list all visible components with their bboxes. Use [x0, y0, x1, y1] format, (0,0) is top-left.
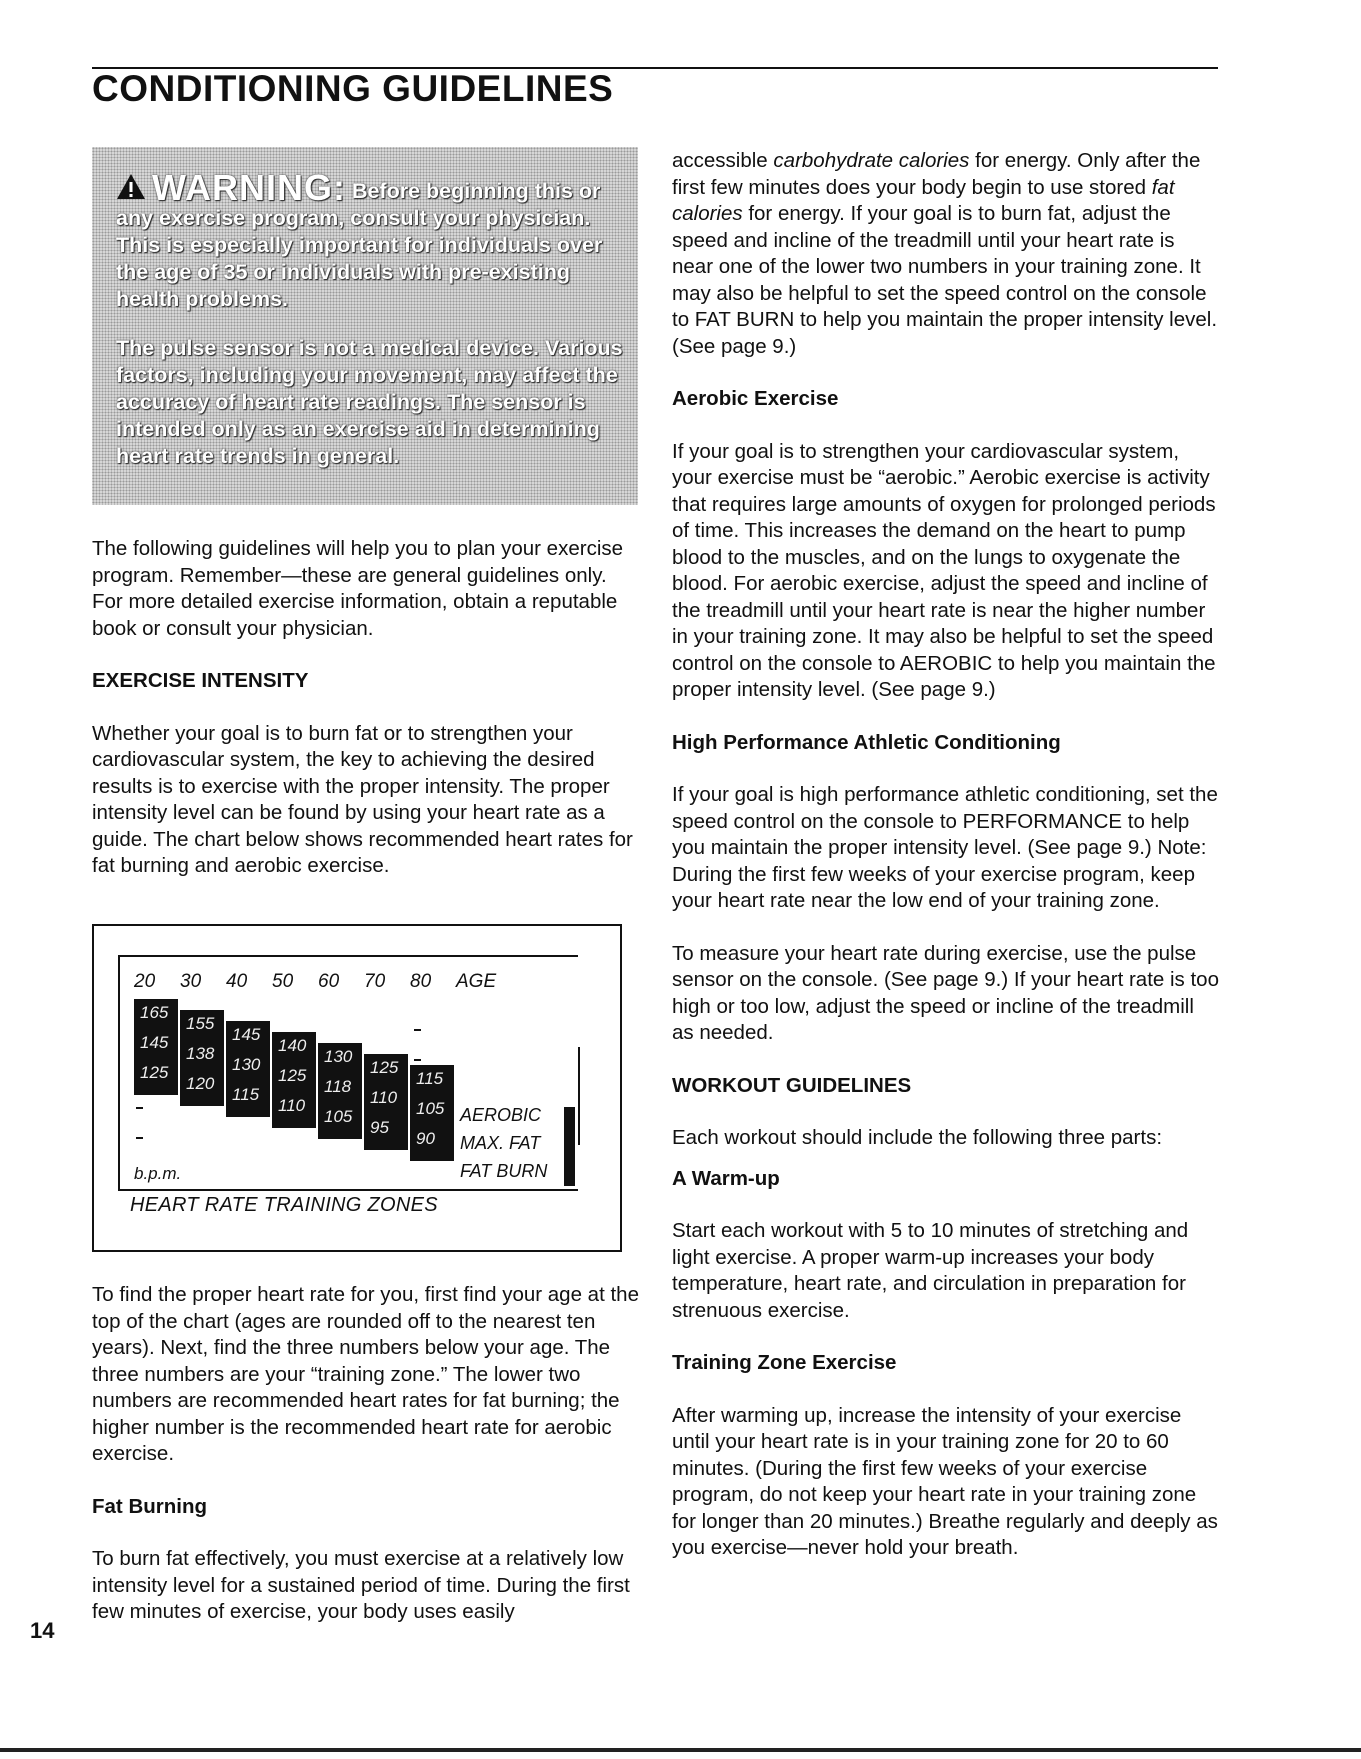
- warning-sensor-note: The pulse sensor is not a medical device. Various factors, including your movement, may affect the accuracy of heart rate readings. The sensor is intended only as an exercise aid in determining heart rate trends in general.: [116, 336, 623, 468]
- intro-paragraph: The following guidelines will help you to plan your exercise program. Remember—these are general guidelines only. For more detailed exercise information, obtain a reputable book or consult your physician.: [92, 537, 624, 640]
- dash-right-0: [414, 1029, 421, 1031]
- zone-value-80-2: 90: [416, 1129, 435, 1148]
- zone-value-20-2: 125: [140, 1063, 169, 1082]
- zone-label-1: MAX. FAT: [460, 1133, 541, 1153]
- zone-value-40-1: 130: [232, 1055, 261, 1074]
- left-column-bottom: [92, 1282, 640, 1626]
- dash-right-1: [414, 1059, 421, 1061]
- zone-value-70-0: 125: [370, 1058, 399, 1077]
- training-zone-heading: Training Zone Exercise: [672, 1351, 897, 1374]
- fat-burning-paragraph: To burn fat effectively, you must exercise at a relatively low intensity level for a sustained period of time. During the first few minutes of exercise, your body uses easily: [92, 1547, 630, 1623]
- zone-value-80-0: 115: [416, 1069, 444, 1088]
- zone-value-50-1: 125: [278, 1066, 307, 1085]
- zone-value-70-1: 110: [370, 1088, 398, 1107]
- age-label-80: 80: [410, 971, 432, 992]
- cont-text-c: for energy. If your goal is to burn fat, adjust the speed and incline of the treadmill until your heart rate is near one of the lower two numbers in your training zone. It may also be helpful to set the speed control on the console to FAT BURN to help you maintain the proper intensity level. (See page 9.): [672, 202, 1218, 358]
- chart-title: HEART RATE TRAINING ZONES: [130, 1194, 438, 1216]
- find-zone-paragraph: To find the proper heart rate for you, first find your age at the top of the chart (ages are rounded off to the nearest ten years). Next, find the three numbers below your age. The three numbers are your “training zone.” The lower two numbers are recommended heart rates for fat burning; the higher number is the recommended heart rate for aerobic exercise.: [92, 1283, 639, 1465]
- dash-right-2: [414, 1089, 421, 1091]
- fat-calories-term: fat calories: [672, 175, 1175, 225]
- page-number: 14: [30, 1618, 55, 1643]
- chart-table: [118, 955, 578, 1191]
- aerobic-paragraph: If your goal is to strengthen your cardiovascular system, your exercise must be “aerobic.” Aerobic exercise is activity that requires large amounts of oxygen for prolonged periods of time. This increases the demand on the heart to pump blood to the muscles, and on the lungs to oxygenate the blood. For aerobic exercise, adjust the speed and incline of the treadmill until your heart rate is near the higher number in your training zone. It may also be helpful to set the speed control on the console to AEROBIC to help you maintain the proper intensity level. (See page 9.): [672, 439, 1216, 701]
- zone-value-70-2: 95: [370, 1118, 389, 1137]
- age-label-50: 50: [272, 971, 294, 992]
- zone-value-20-1: 145: [140, 1033, 169, 1052]
- measure-heart-rate-paragraph: To measure your heart rate during exercise, use the pulse sensor on the console. (See page 9.) If your heart rate is too high or too low, adjust the speed or incline of the treadmill as needed.: [672, 941, 1219, 1044]
- bpm-unit-label: b.p.m.: [134, 1164, 182, 1183]
- zone-value-30-1: 138: [186, 1044, 215, 1063]
- warning-intro-block: [116, 167, 626, 313]
- warm-up-heading: A Warm-up: [672, 1166, 780, 1190]
- cont-text-b: for energy. Only after the first few minutes does your body begin to use stored: [672, 149, 1201, 199]
- zone-value-80-1: 105: [416, 1099, 445, 1118]
- age-label-60: 60: [318, 971, 340, 992]
- zone-value-30-0: 155: [186, 1014, 215, 1033]
- age-axis-label: AGE: [456, 971, 497, 992]
- age-label-20: 20: [134, 971, 156, 992]
- warning-triangle-icon: [116, 173, 146, 200]
- high-performance-heading: High Performance Athletic Conditioning: [672, 730, 1061, 754]
- zone-value-60-2: 105: [324, 1107, 353, 1126]
- cont-text-a: accessible: [672, 149, 774, 172]
- aerobic-heading: Aerobic Exercise: [672, 387, 839, 410]
- zone-value-40-0: 145: [232, 1025, 261, 1044]
- workout-intro: Each workout should include the following three parts:: [672, 1126, 1163, 1149]
- zone-value-50-0: 140: [278, 1036, 307, 1055]
- chart-right-border: [578, 1047, 580, 1145]
- carbohydrate-calories-term: carbohydrate calories: [773, 149, 970, 172]
- zone-label-2: FAT BURN: [460, 1161, 548, 1181]
- dash-left-0: [136, 1107, 143, 1109]
- fat-burning-continued-paragraph: [672, 148, 1220, 360]
- high-performance-paragraph: If your goal is high performance athletic conditioning, set the speed control on the console to PERFORMANCE to help you maintain the proper intensity level. (See page 9.) Note: During the first few weeks of your exercise program, keep your heart rate near the low end of your training zone.: [672, 783, 1218, 912]
- workout-guidelines-heading: WORKOUT GUIDELINES: [672, 1073, 912, 1097]
- warning-box: [92, 147, 638, 505]
- left-column-top: [92, 536, 640, 880]
- warning-intro: Before beginning this or any exercise program, consult your physician. This is especially important for individuals over the age of 35 or individuals with pre-existing health problems.: [116, 179, 603, 311]
- zone-value-50-2: 110: [278, 1096, 306, 1115]
- fat-burning-heading: Fat Burning: [92, 1494, 208, 1518]
- zone-value-30-2: 120: [186, 1074, 215, 1093]
- dash-left-1: [136, 1137, 143, 1139]
- warning-heading: WARNING:: [151, 167, 346, 208]
- zone-label-0: AEROBIC: [460, 1105, 542, 1125]
- training-zone-paragraph: After warming up, increase the intensity of your exercise until your heart rate is in your training zone for 20 to 60 minutes. (During the first few weeks of your exercise program, do not keep your heart rate in your training zone for longer than 20 minutes.) Breathe regularly and deeply as you exercise—never hold your breath.: [672, 1403, 1218, 1559]
- zone-value-60-0: 130: [324, 1047, 353, 1066]
- right-column: [672, 148, 1220, 1562]
- page-title: CONDITIONING GUIDELINES: [92, 68, 614, 109]
- age-label-30: 30: [180, 971, 202, 992]
- age-label-40: 40: [226, 971, 248, 992]
- legend-bar: [564, 1107, 575, 1186]
- bottom-edge: [0, 1748, 1361, 1752]
- zone-value-20-0: 165: [140, 1003, 169, 1022]
- intensity-paragraph: Whether your goal is to burn fat or to strengthen your cardiovascular system, the key to achieving the desired results is to exercise with the proper intensity. The proper intensity level can be found by using your heart rate as a guide. The chart below shows recommended heart rates for fat burning and aerobic exercise.: [92, 721, 633, 877]
- zone-value-60-1: 118: [324, 1077, 352, 1096]
- warm-up-paragraph: Start each workout with 5 to 10 minutes of stretching and light exercise. A proper warm-up increases your body temperature, heart rate, and circulation in preparation for strenuous exercise.: [672, 1219, 1189, 1322]
- exercise-intensity-heading: EXERCISE INTENSITY: [92, 669, 309, 692]
- age-label-70: 70: [364, 971, 386, 992]
- zone-value-40-2: 115: [232, 1085, 260, 1104]
